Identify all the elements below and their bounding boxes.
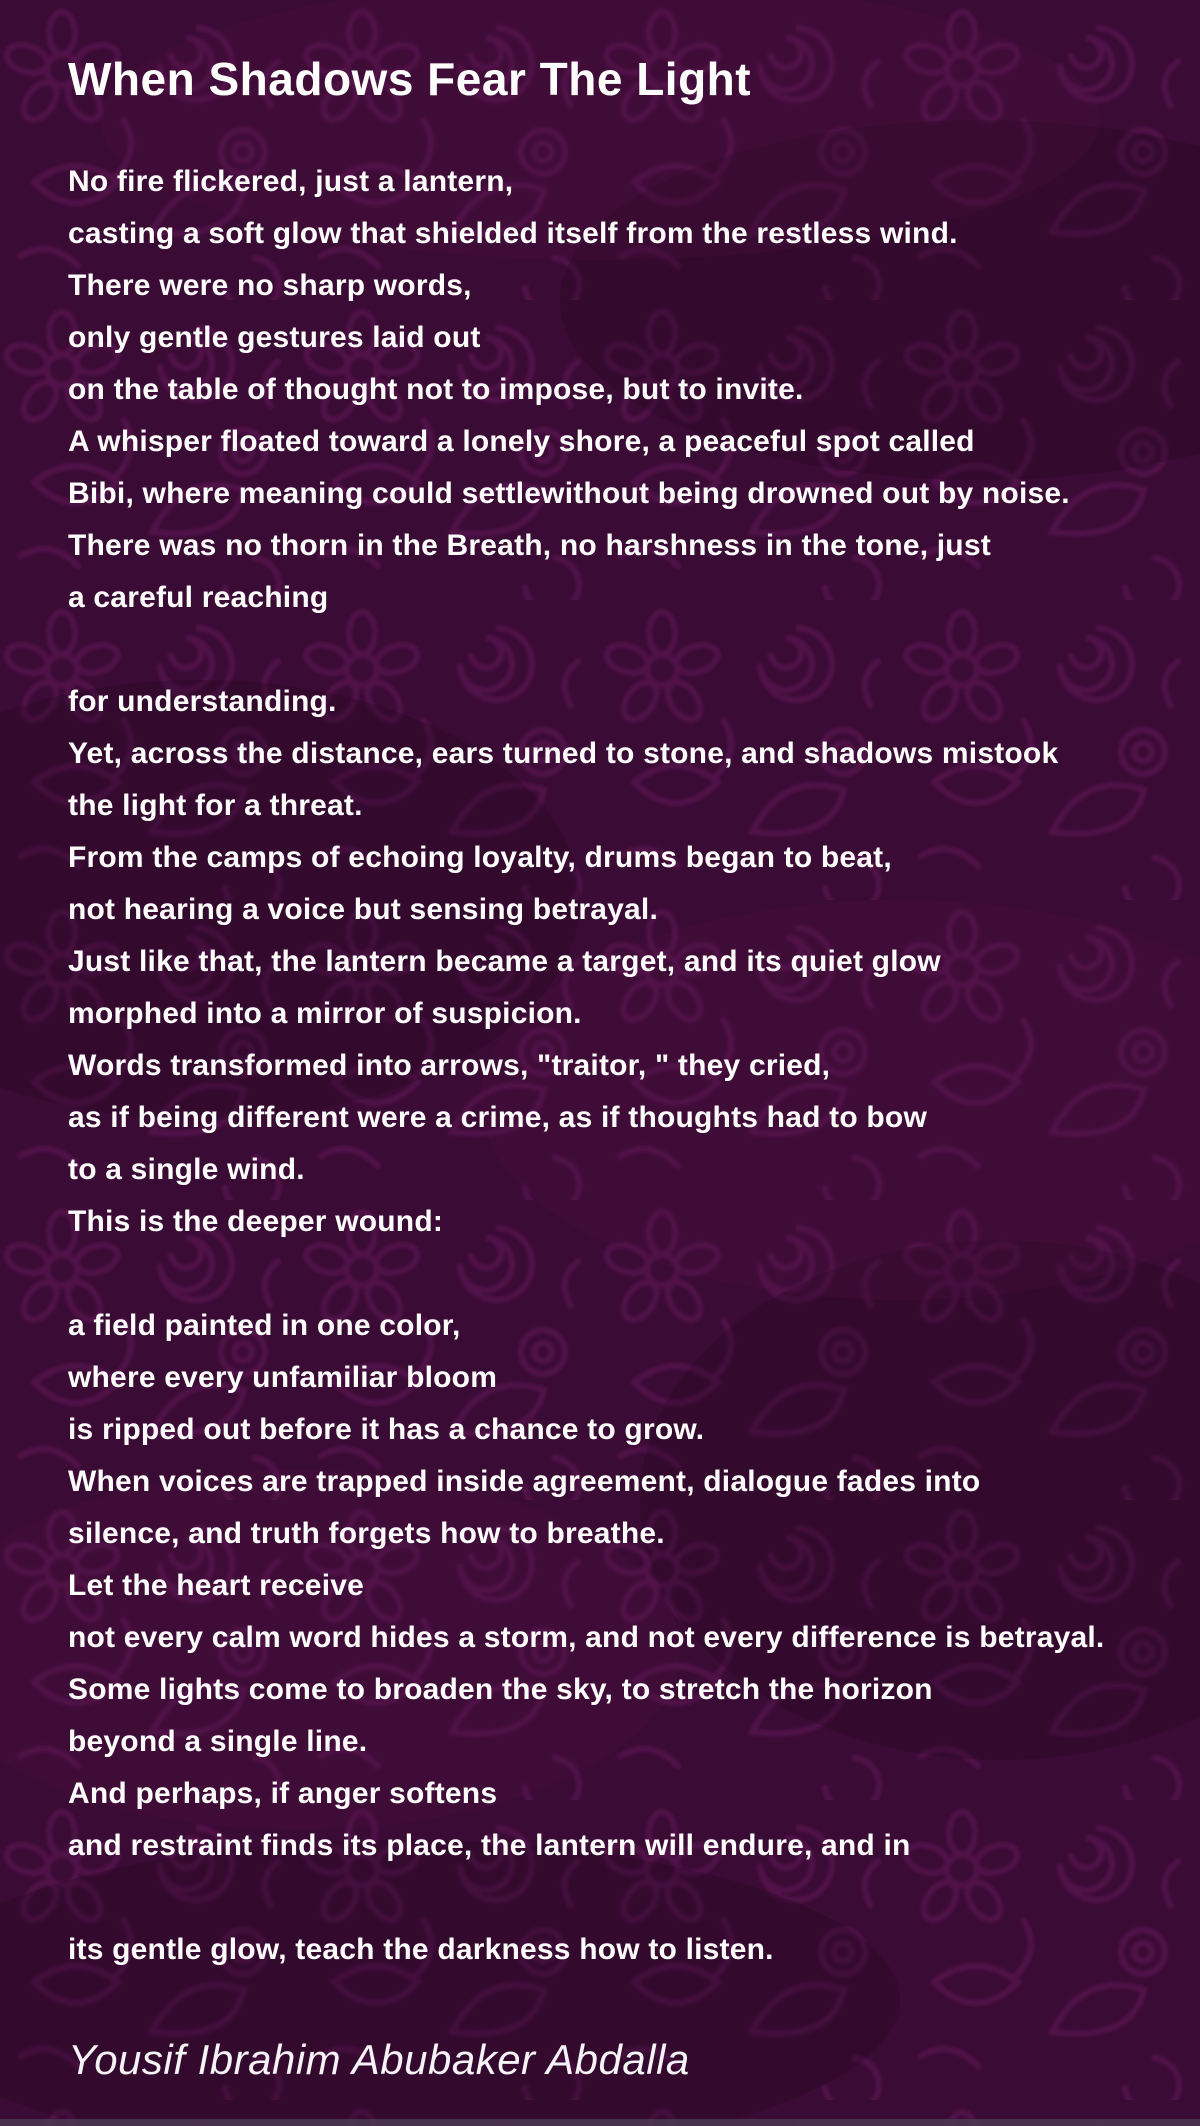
- poem-line: a field painted in one color,: [68, 1309, 461, 1342]
- bottom-edge-strip: [0, 2119, 1200, 2126]
- poem-line: This is the deeper wound:: [68, 1205, 444, 1238]
- poem-title: When Shadows Fear The Light: [68, 53, 752, 105]
- poem-line: only gentle gestures laid out: [68, 321, 481, 354]
- poem-line: From the camps of echoing loyalty, drums began to beat,: [68, 841, 892, 874]
- poem-line: where every unfamiliar bloom: [68, 1361, 498, 1394]
- poem-line: Some lights come to broaden the sky, to stretch the horizon: [68, 1673, 933, 1706]
- poem-line: for understanding.: [68, 685, 337, 718]
- poem-stanza: [68, 156, 1164, 624]
- poem-line: Bibi, where meaning could settlewithout being drowned out by noise.: [68, 477, 1070, 510]
- poem-line: Let the heart receive: [68, 1569, 364, 1602]
- poem-line: on the table of thought not to impose, but to invite.: [68, 373, 804, 406]
- poem-line: Words transformed into arrows, "traitor, " they cried,: [68, 1049, 831, 1082]
- poem-line: a careful reaching: [68, 581, 329, 614]
- poem-stanza: [68, 676, 1164, 1248]
- poem-content: [68, 0, 1164, 2088]
- poem-line: And perhaps, if anger softens: [68, 1777, 498, 1810]
- poem-line: Just like that, the lantern became a target, and its quiet glow: [68, 945, 941, 978]
- poem-body: [68, 156, 1164, 1976]
- poem-line: There were no sharp words,: [68, 269, 472, 302]
- poem-line: morphed into a mirror of suspicion.: [68, 997, 582, 1030]
- poem-line: to a single wind.: [68, 1153, 305, 1186]
- poem-line: its gentle glow, teach the darkness how to listen.: [68, 1933, 774, 1966]
- poem-author: Yousif Ibrahim Abubaker Abdalla: [68, 2036, 690, 2083]
- poem-line: is ripped out before it has a chance to grow.: [68, 1413, 705, 1446]
- poem-line: When voices are trapped inside agreement, dialogue fades into: [68, 1465, 981, 1498]
- poem-line: No fire flickered, just a lantern,: [68, 165, 514, 198]
- poem-line: Yet, across the distance, ears turned to stone, and shadows mistook: [68, 737, 1059, 770]
- poem-line: A whisper floated toward a lonely shore, a peaceful spot called: [68, 425, 975, 458]
- poem-line: not every calm word hides a storm, and not every difference is betrayal.: [68, 1621, 1105, 1654]
- poem-line: as if being different were a crime, as if thoughts had to bow: [68, 1101, 927, 1134]
- poem-line: casting a soft glow that shielded itself from the restless wind.: [68, 217, 958, 250]
- poem-line: not hearing a voice but sensing betrayal.: [68, 893, 659, 926]
- poem-line: beyond a single line.: [68, 1725, 368, 1758]
- poem-line: There was no thorn in the Breath, no harshness in the tone, just: [68, 529, 991, 562]
- poem-line: silence, and truth forgets how to breathe.: [68, 1517, 665, 1550]
- poem-line: the light for a threat.: [68, 789, 363, 822]
- poem-stanza: [68, 1300, 1164, 1872]
- poem-stanza: [68, 1924, 1164, 1976]
- poem-line: and restraint finds its place, the lantern will endure, and in: [68, 1829, 911, 1862]
